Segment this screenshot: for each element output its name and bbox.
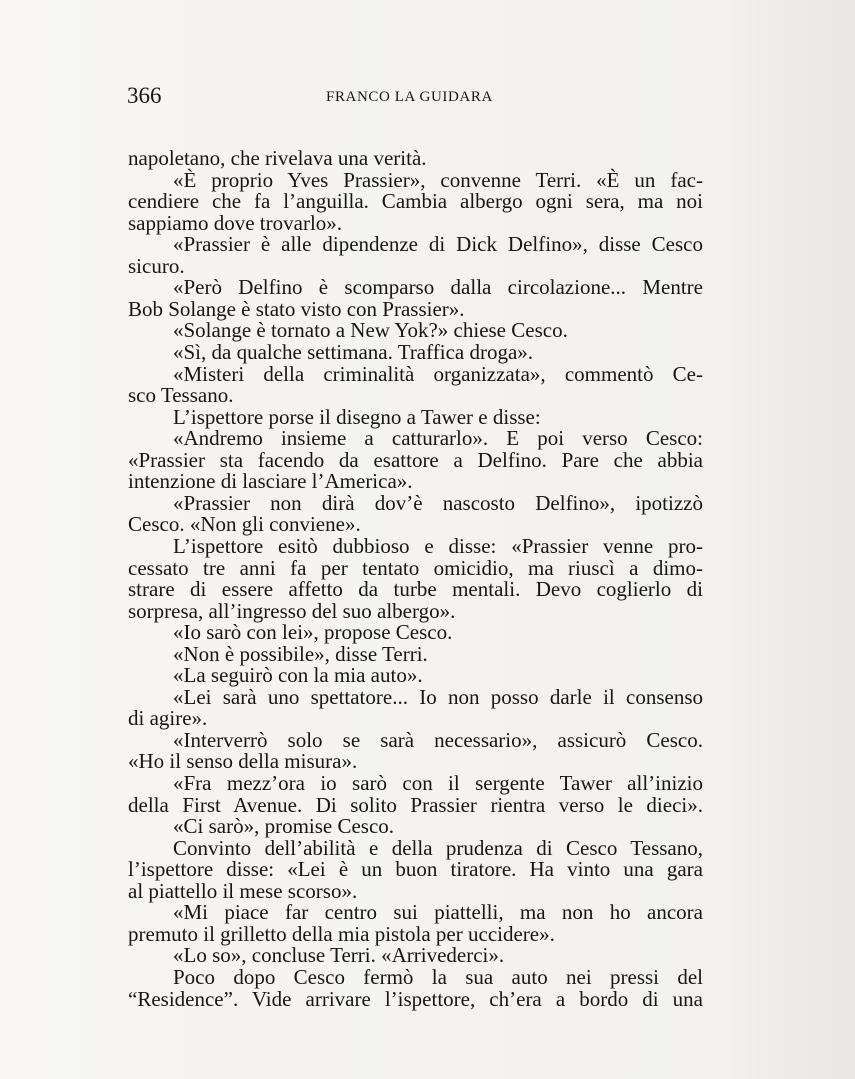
- page-number: 366: [127, 83, 162, 108]
- text-line: «Io sarò con lei», propose Cesco.: [173, 620, 453, 645]
- text-line: «La seguirò con la mia auto».: [173, 663, 423, 688]
- text-line: sappiamo dove trovarlo».: [128, 210, 343, 235]
- text-line: strare di essere affetto da turbe mentali. Devo coglierlo di: [128, 577, 703, 601]
- text-line: «Mi piace far centro sui piattelli, ma non ho ancora: [173, 900, 703, 925]
- text-line: della First Avenue. Di solito Prassier rientra verso le dieci».: [128, 792, 703, 817]
- text-line: Bob Solange è stato visto con Prassier».: [128, 296, 465, 321]
- text-line: sco Tessano.: [128, 383, 234, 408]
- text-line: al piattello il mese scorso».: [128, 878, 358, 903]
- text-line: L’ispettore esitò dubbioso e disse: «Prassier venne pro-: [173, 533, 703, 558]
- text-line: «Solange è tornato a New Yok?» chiese Cesco.: [173, 318, 568, 343]
- text-line: «Fra mezz’ora io sarò con il sergente Tawer all’inizio: [173, 771, 703, 795]
- text-line: l’ispettore disse: «Lei è un buon tiratore. Ha vinto una gara: [128, 857, 703, 882]
- text-line: «Ci sarò», promise Cesco.: [173, 814, 395, 839]
- text-line: Cesco. «Non gli conviene».: [128, 512, 361, 537]
- text-line: «Però Delfino è scomparso dalla circolazione... Mentre: [173, 275, 703, 300]
- text-line: «Non è possibile», disse Terri.: [173, 641, 428, 666]
- text-line: «Prassier non dirà dov’è nascosto Delfino», ipotizzò: [173, 490, 703, 515]
- running-head: FRANCO LA GUIDARA: [326, 89, 493, 105]
- text-line: Poco dopo Cesco fermò la sua auto nei pressi del: [173, 964, 703, 989]
- text-line: «Andremo insieme a catturarlo». E poi verso Cesco:: [173, 426, 703, 451]
- text-line: «Sì, da qualche settimana. Traffica droga».: [173, 340, 534, 364]
- text-line: «Misteri della criminalità organizzata», commentò Ce-: [173, 361, 703, 386]
- text-line: «Prassier è alle dipendenze di Dick Delfino», disse Cesco: [173, 232, 703, 257]
- text-line: cessato tre anni fa per tentato omicidio, ma riuscì a dimo-: [128, 555, 703, 580]
- text-line: Convinto dell’abilità e della prudenza di Cesco Tessano,: [173, 835, 703, 860]
- text-line: L’ispettore porse il disegno a Tawer e disse:: [173, 404, 541, 429]
- text-line: «Prassier sta facendo da esattore a Delfino. Pare che abbia: [128, 447, 703, 472]
- text-line: di agire».: [128, 706, 208, 731]
- text-line: sicuro.: [128, 253, 185, 278]
- text-line: «Lo so», concluse Terri. «Arrivederci».: [173, 943, 505, 968]
- text-line: «Lei sarà uno spettatore... Io non posso darle il consenso: [173, 684, 703, 709]
- text-line: intenzione di lasciare l’America».: [128, 469, 413, 494]
- text-line: «È proprio Yves Prassier», convenne Terri. «È un fac-: [173, 167, 703, 192]
- text-line: cendiere che fa l’anguilla. Cambia albergo ogni sera, ma noi: [128, 189, 703, 214]
- text-line: “Residence”. Vide arrivare l’ispettore, ch’era a bordo di una: [128, 986, 703, 1011]
- text-line: «Ho il senso della misura».: [128, 749, 358, 774]
- text-line: sorpresa, all’ingresso del suo albergo».: [128, 598, 456, 623]
- text-line: «Interverrò solo se sarà necessario», assicurò Cesco.: [173, 727, 703, 752]
- text-line: premuto il grilletto della mia pistola per uccidere».: [128, 921, 555, 946]
- text-line: napoletano, che rivelava una verità.: [128, 146, 427, 170]
